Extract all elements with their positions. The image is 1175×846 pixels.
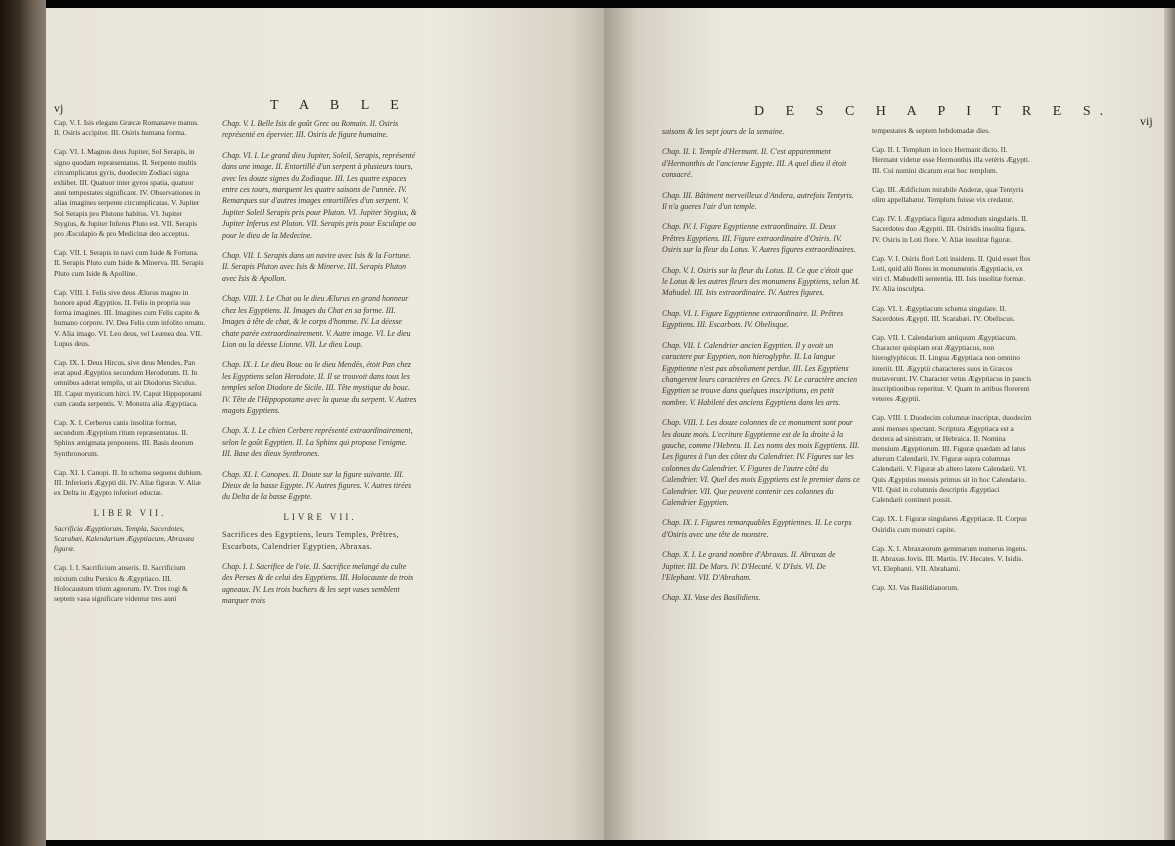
latin-entry-cap-10: Cap. X. I. Cerberus canis insolitæ formæ, secundum Ægyptium ritum repræsentatus. II. Sphinx ænigmata proponens. III. Basis deorum Synthronorum. (54, 418, 194, 458)
french-entry-chap-7: Chap. VII. I. Serapis dans un navire avec Isis & la Fortune. II. Serapis Pluton avec Isis & Minerve. III. Serapis Pluton avec Isis & Apollon. (222, 251, 411, 283)
right-latin-column (872, 126, 1032, 603)
latin-book-heading: LIBER VII. (93, 507, 167, 518)
left-running-head: T A B L E (270, 98, 408, 113)
latin-entry-cap-6-b: Cap. VI. I. Ægyptiacum schema singulare. II. Sacerdotes Ægypti. III. Scarabæi. IV. Obeliscus. (872, 303, 1015, 323)
french-entry-chap-10: Chap. X. I. Le chien Cerbere représenté extraordinairement, selon le goût Egyptien. II. La Sphinx qui propose l'enigme. III. Base des dieux Synthrones. (222, 426, 413, 459)
latin-entry-cap-11-b: Cap. XI. Vas Basilidianorum. (872, 583, 959, 593)
latin-entry-cap-10-b: Cap. X. I. Abraxæorum gemmarum numerus ingens. II. Abraxas Jovis. III. Martis. IV. Hecates. V. Isidis. VI. Elephanti. VII. Abrahami. (872, 543, 1028, 574)
left-french-column (222, 118, 418, 616)
french-entry-chap-6-b: Chap. VI. I. Figure Egyptienne extraordinaire. II. Prêtres Egyptiens. III. Escarbots. IV. Obelisque. (662, 308, 844, 330)
right-running-head: D E S C H A P I T R E S. (754, 104, 1113, 119)
french-entry-chap-9: Chap. IX. I. Le dieu Bouc ou le dieu Mendés, étoit Pan chez les Egyptiens selon Herodote. II. Il se trouvoit dans tous les temples selon Diodore de Sicile. III. Tête mystique du bouc. IV. Tête de l'Hippopotame avec la queue du serpent. V. Autres magots Egyptiens. (222, 360, 417, 415)
latin-entry-tempestates: tempestates & septem hebdomadæ dies. (872, 126, 991, 135)
latin-entry-cap-5: Cap. V. I. Isis elegans Græcæ Romanæve manus. II. Osiris accipiter. III. Osiris humana forma. (54, 118, 199, 138)
latin-entry-cap-8-b: Cap. VIII. I. Duodecim columnæ inscriptæ, duodecim anni menses spectant. Scriptura Ægyptiaca est a dextera ad sinistram, ut Hebraica. II. Nomina mensium Ægyptiorum. III. Figuræ quædam ad latus alterum Calendarii. IV. Figuræ supra columnas Calendarii. V. Figuræ ab altero latere Calendarii. VI. Quis Ægyptius mensis primus sit in hoc Calendario. VII. Quid in columnis descriptis Ægyptiaci Calendarii contineri possit. (872, 413, 1032, 505)
latin-entry-cap-5-b: Cap. V. I. Osiris flori Loti insidens. II. Quid esset flos Loti, quid alii flores in monumentis Ægyptiacis, ex viri cl. Mahudelli sententia. III. Isis insolitæ formæ. IV. Alia insculpta. (872, 253, 1031, 294)
left-page-number: vj (54, 101, 64, 115)
left-latin-column (54, 118, 206, 613)
french-entry-chap-10-b: Chap. X. I. Le grand nombre d'Abraxas. II. Abraxas de Jupiter. III. De Mars. IV. D'Hecaté. V. D'Isis. VI. De l'Elephant. VII. D'Abraham. (662, 550, 836, 582)
latin-entry-cap-8: Cap. VIII. I. Felis sive deus Ælurus magno in honore apud Ægyptios. II. Felis in propria sua forma imagines. III. Imagines cum Felis capite & humano corpore. IV. Dea Felis cum infolito ornatu. V. Alia imago. VI. Leo deus, vel Leænea dea. VII. Lupus deus. (54, 287, 206, 348)
french-entry-chap-2: Chap. II. I. Temple d'Hermant. II. C'est apparemment d'Hermonthis de l'ancienne Egypte. III. A quel dieu il étoit consacré. (662, 147, 847, 180)
french-entry-chap-6: Chap. VI. I. Le grand dieu Jupiter, Soleil, Serapis, représenté dans une image. II. Entortillé d'un serpent à plusieurs tours, avec les douze signes du Zodiaque. III. Les quatre espaces entre ces tours, marquent les quatre saisons de l'année. IV. Remarques sur d'autres images entortillées d'un serpent. V. Jupiter Soleil Serapis pris pour Pluton. VI. Jupiter Stygius, & Jupiter Inferus est Pluton. VII. Serapis pris pour Esculape ou pour le dieu de la Medecine. (222, 150, 417, 240)
french-entry-chap-8: Chap. VIII. I. Le Chat ou le dieu Ælurus en grand honneur chez les Egyptiens. II. Images du Chat en sa forme. III. Images à tête de chat, & le corps d'homme. IV. La déesse chate parée extraordinairement. V. Autre image. VI. Le dieu Lion ou la déesse Lionne. VII. Le dieu Loup. (222, 294, 411, 349)
latin-entry-cap-9: Cap. IX. I. Deus Hircus, sive deus Mendes, Pan erat apud Ægyptios secundum Herodotum. II. In omnibus aderat templis, ut ait Diodorus Siculus. III. Caput mysticum hirci. IV. Caput Hippopotami cum cauda serpentis. V. Monstra alia Ægyptiaca. (54, 358, 202, 408)
latin-entry-book7-cap-1: Cap. I. I. Sacrificium anseris. II. Sacrificium mixtum cultu Persico & Ægyptiaco. III. Holocaustum trium agnorum. IV. Tres rogi & septem vasa significare videntur tres anni (54, 563, 188, 603)
right-page-number: vij (1140, 114, 1153, 128)
french-book-summary: Sacrifices des Egyptiens, leurs Temples, Prêtres, Escarbots, Calendrier Egyptien, Abraxas. (222, 530, 399, 551)
page-block-edge (1164, 8, 1175, 840)
french-book-heading: LIVRE VII. (283, 511, 357, 522)
latin-entry-cap-11: Cap. XI. I. Canopi. II. In schema sequens dubium. III. Inferioris Ægypti dii. IV. Aliæ figuræ. V. Aliæ ex Delta in Ægypto inferiori eductæ. (54, 467, 203, 498)
book-spine-edge (0, 0, 46, 846)
latin-entry-cap-2: Cap. II. I. Templum in loco Hermant dicto. II. Hermant videtur esse Hermonthis illa vetéris Ægypti. III. Cui numini dicatum erat hoc templum. (872, 145, 1030, 175)
french-entry-chap-5-b: Chap. V. I. Osiris sur la fleur du Lotus. II. Ce que c'étoit que le Lotus & les autres fleurs des monumens Egyptiens, selon M. Mahudel. III. Isis extraordinaire. IV. Autres figures. (662, 265, 860, 298)
french-entry-chap-3: Chap. III. Bâtiment merveilleux d'Andera, autrefois Tentyris. Il n'a gueres l'air d'un temple. (662, 190, 854, 212)
french-entry-chap-11-b: Chap. XI. Vase des Basilidiens. (662, 593, 761, 603)
left-page (46, 8, 606, 840)
latin-entry-cap-6: Cap. VI. I. Magnus deus Jupiter, Sol Serapis, in signo quodam repræsentatus. II. Serpente multis circumplicatus gyris, duodecim Zodiaci signa exhibet. III. Quatuor inter gyros spatia, quatuor anni tempestates significant. IV. Observationes in alias imagines serpente circumplicatas. V. Jupiter Sol Serapis pro Plutone habitus. VI. Jupiter Stygius, & Jupiter Inferus Pluto est. VII. Serapis pro Æsculapio & pro Medicinæ deo acceptus. (54, 147, 201, 239)
latin-entry-cap-4: Cap. IV. I. Ægyptiaca figura admodum singularis. II. Sacerdotes duo Ægyptii. III. Osiridis insolita figura. IV. Osiris in Loti flore. V. Aliæ insolitæ figuræ. (872, 214, 1028, 244)
french-entry-chap-9-b: Chap. IX. I. Figures remarquables Egyptiennes. II. Le corps d'Osiris avec une tête de monstre. (662, 518, 852, 539)
french-entry-book7-chap-1: Chap. I. I. Sacrifice de l'oie. II. Sacrifice melangé du culte des Perses & de celui des Egyptiens. III. Holocauste de trois agneaux. IV. Les trois buchers & les sept vases semblent marquer trois (222, 562, 414, 606)
right-french-column (662, 126, 860, 613)
latin-entry-cap-7: Cap. VII. I. Serapis in navi cum Iside & Fortuna. II. Serapis Pluto cum Iside & Minerva. III. Serapis Pluto cum Iside & Apolline. (54, 248, 204, 278)
french-entry-seasons: saisons & les sept jours de la semaine. (662, 127, 785, 136)
french-entry-chap-4: Chap. IV. I. Figure Egyptienne extraordinaire. II. Deux Prêtres Egyptiens. III. Figure extraordinaire d'Osiris. IV. Osiris sur la fleur du Lotus. V. Autres figures extraordinaires. (662, 222, 856, 255)
latin-book-summary: Sacrificia Ægyptiorum, Templa, Sacerdotes, Scarabæi, Kalendarium Ægyptiacum, Abraxæa figuræ. (54, 523, 195, 554)
latin-entry-cap-7-b: Cap. VII. I. Calendarium antiquum Ægyptiacum. Character quispiam erat Ægyptiacus, non hieroglyphicus. II. Lingua Ægyptiaca non omnino interiit. III. Ægyptii characteres suos in Græcos mutaverunt. IV. Character vetus Ægyptiacus in paucis inscriptionibus reperitur. V. Quam in artibus florerent veteres Ægyptii. (872, 333, 1032, 404)
right-page (604, 8, 1164, 840)
french-entry-chap-7-b: Chap. VII. I. Calendrier ancien Egyptien. Il y avoit un caractere pur Egyptien, non hieroglyphe. II. La langue Egyptienne n'est pas absolument perdue. III. Les Egyptiens changerent leurs caractères en Grecs. IV. Le caractère ancien Egyptien se trouve dans quelques inscriptions, en petit nombre. V. Habileté des anciens Egyptiens dans les arts. (662, 340, 858, 407)
latin-entry-cap-9-b: Cap. IX. I. Figuræ singulares Ægyptiacæ. II. Corpus Osiridis cum monstri capite. (872, 514, 1027, 534)
french-entry-chap-8-b: Chap. VIII. I. Les douze colonnes de ce monument sont pour les douze mois. L'ecriture Egyptienne est de la droite à la gauche, comme l'Hebreu. II. Les noms des mois Egyptiens. III. Les figures à l'un des côtez du Calendrier. IV. Figures sur les colonnes du Calendrier. V. Figures de l'autre côté du Calendrier. VI. Quel des mois Egyptiens est le premier dans ce Calendrier. VII. Que peuvent contenir ces colonnes du Calendrier Egyptien. (662, 418, 860, 507)
latin-entry-cap-3: Cap. III. Ædificium mirabile Anderæ, quæ Tentyris olim appellabatur. Templum fuisse vix credatur. (872, 184, 1024, 205)
french-entry-chap-11: Chap. XI. I. Canopes. II. Doute sur la figure suivante. III. Dieux de la basse Egypte. IV. Autres figures. V. Autres tirées du Delta de la basse Egypte. (222, 469, 412, 502)
french-entry-chap-5: Chap. V. I. Belle Isis de goût Grec ou Romain. II. Osiris représenté en épervier. III. Osiris de figure humaine. (222, 119, 399, 140)
